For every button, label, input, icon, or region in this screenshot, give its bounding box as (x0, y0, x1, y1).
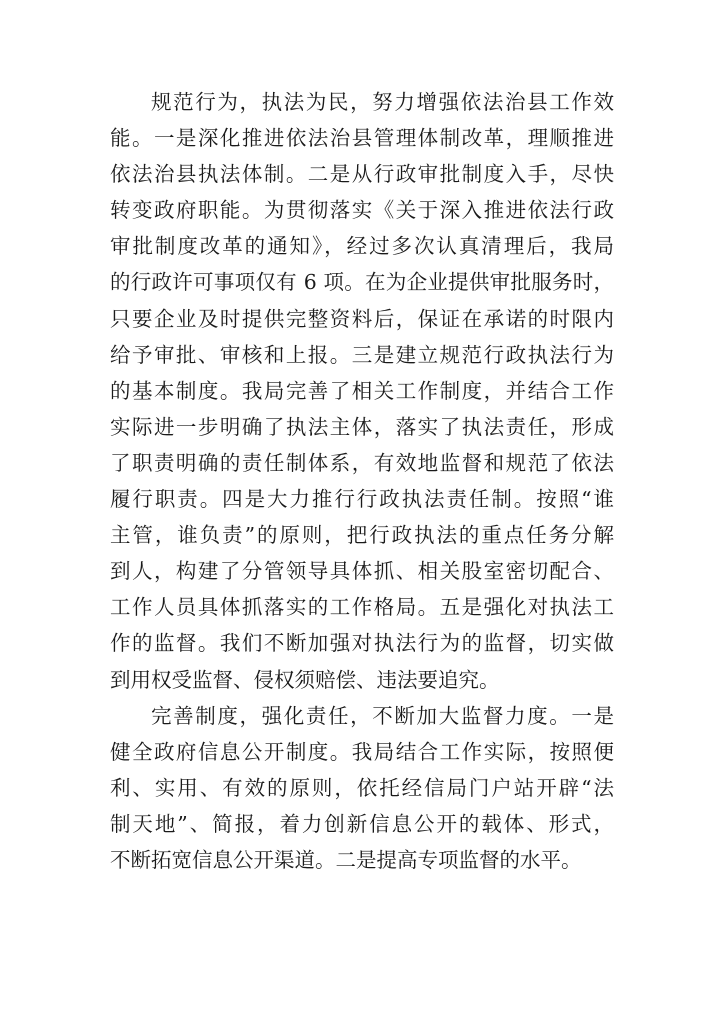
text-line: 了职责明确的责任制体系，有效地监督和规范了依法 (110, 450, 614, 475)
paragraph-2 (110, 698, 614, 878)
text-line: 转变政府职能。为贯彻落实《关于深入推进依法行政 (110, 198, 614, 223)
text-line: 工作人员具体抓落实的工作格局。五是强化对执法工 (110, 595, 614, 620)
text-line: 依法治县执法体制。二是从行政审批制度入手，尽快 (110, 162, 614, 187)
text-line: 完善制度，强化责任，不断加大监督力度。一是 (151, 703, 614, 728)
text-line: 到人，构建了分管领导具体抓、相关股室密切配合、 (110, 559, 614, 584)
paragraph-1 (110, 84, 614, 698)
text-line: 能。一是深化推进依法治县管理体制改革，理顺推进 (110, 126, 614, 151)
text-line: 审批制度改革的通知》，经过多次认真清理后，我局 (110, 234, 614, 259)
text-line: 不断拓宽信息公开渠道。二是提高专项监督的水平。 (110, 847, 582, 872)
text-line: 的行政许可事项仅有 6 项。在为企业提供审批服务时， (110, 270, 614, 295)
text-line: 实际进一步明确了执法主体，落实了执法责任，形成 (110, 414, 614, 439)
text-line: 作的监督。我们不断加强对执法行为的监督，切实做 (110, 631, 614, 656)
text-line: 制天地”、简报，着力创新信息公开的载体、形式， (110, 811, 614, 836)
text-line: 利、实用、有效的原则，依托经信局门户站开辟“法 (110, 775, 614, 800)
text-line: 主管，谁负责”的原则，把行政执法的重点任务分解 (110, 523, 614, 548)
text-line: 履行职责。四是大力推行行政执法责任制。按照“谁 (110, 487, 614, 512)
text-line: 给予审批、审核和上报。三是建立规范行政执法行为 (110, 342, 614, 367)
text-line: 只要企业及时提供完整资料后，保证在承诺的时限内 (110, 306, 614, 331)
text-line: 的基本制度。我局完善了相关工作制度，并结合工作 (110, 378, 614, 403)
body-text (110, 84, 614, 878)
text-line: 健全政府信息公开制度。我局结合工作实际，按照便 (110, 739, 614, 764)
text-line: 规范行为，执法为民，努力增强依法治县工作效 (151, 90, 614, 114)
text-line: 到用权受监督、侵权须赔偿、违法要追究。 (110, 667, 500, 692)
